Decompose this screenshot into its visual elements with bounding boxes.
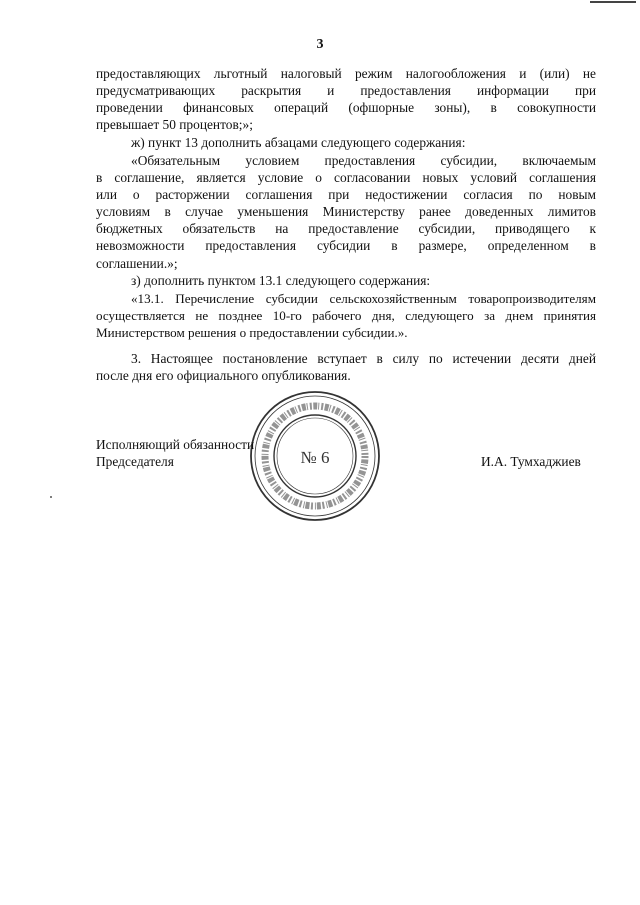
- text-line: предусматривающих раскрытия и предоставления информации при: [96, 83, 596, 99]
- paragraph-quote-13-1: [96, 290, 596, 341]
- text-line: бюджетных обязательств на предоставление субсидии, приводящего к: [96, 221, 596, 237]
- official-seal-stamp: [247, 388, 383, 524]
- paragraph-item-zh: [96, 134, 596, 151]
- paragraph-entry-into-force: [96, 350, 596, 384]
- text-line: условиям в случае уменьшения Министерству ранее доведенных лимитов: [96, 204, 596, 220]
- top-edge-rule: [590, 1, 636, 3]
- text-line: ж) пункт 13 дополнить абзацами следующего содержания:: [131, 135, 466, 150]
- text-line: невозможности предоставления субсидии в размере, определенном в: [96, 238, 596, 254]
- paragraph-item-z: [96, 272, 596, 289]
- page-number: 3: [316, 37, 324, 52]
- signatory-position-line2: Председателя: [96, 454, 174, 469]
- text-line: после дня его официального опубликования.: [96, 368, 351, 384]
- text-line: проведении финансовых операций (офшорные зоны), в совокупности: [96, 100, 596, 116]
- scan-speck: [50, 496, 52, 498]
- text-line: предоставляющих льготный налоговый режим налогообложения и (или) не: [96, 66, 596, 81]
- text-line: «Обязательным условием предоставления субсидии, включаемым: [131, 153, 596, 168]
- paragraph-quote-condition: [96, 152, 596, 272]
- text-line: Министерством решения о предоставлении субсидии.».: [96, 325, 408, 341]
- signatory-name: И.А. Тумхаджиев: [481, 454, 581, 469]
- text-line: 3. Настоящее постановление вступает в силу по истечении десяти дней: [131, 351, 596, 366]
- text-line: в соглашение, является условие о согласовании новых условий соглашения: [96, 170, 596, 186]
- text-line: осуществляется не позднее 10-го рабочего дня, следующего за днем принятия: [96, 308, 596, 324]
- text-line: или о расторжении соглашения при недостижении согласия по новым: [96, 187, 596, 203]
- text-line: з) дополнить пунктом 13.1 следующего содержания:: [131, 273, 431, 288]
- text-line: превышает 50 процентов;»;: [96, 117, 253, 133]
- signatory-position-line1: Исполняющий обязанности: [96, 437, 255, 452]
- paragraph-continuation: [96, 65, 596, 133]
- stamp-number: № 6: [300, 448, 330, 467]
- text-line: «13.1. Перечисление субсидии сельскохозяйственным товаропроизводителям: [131, 291, 596, 306]
- text-line: соглашении.»;: [96, 255, 178, 271]
